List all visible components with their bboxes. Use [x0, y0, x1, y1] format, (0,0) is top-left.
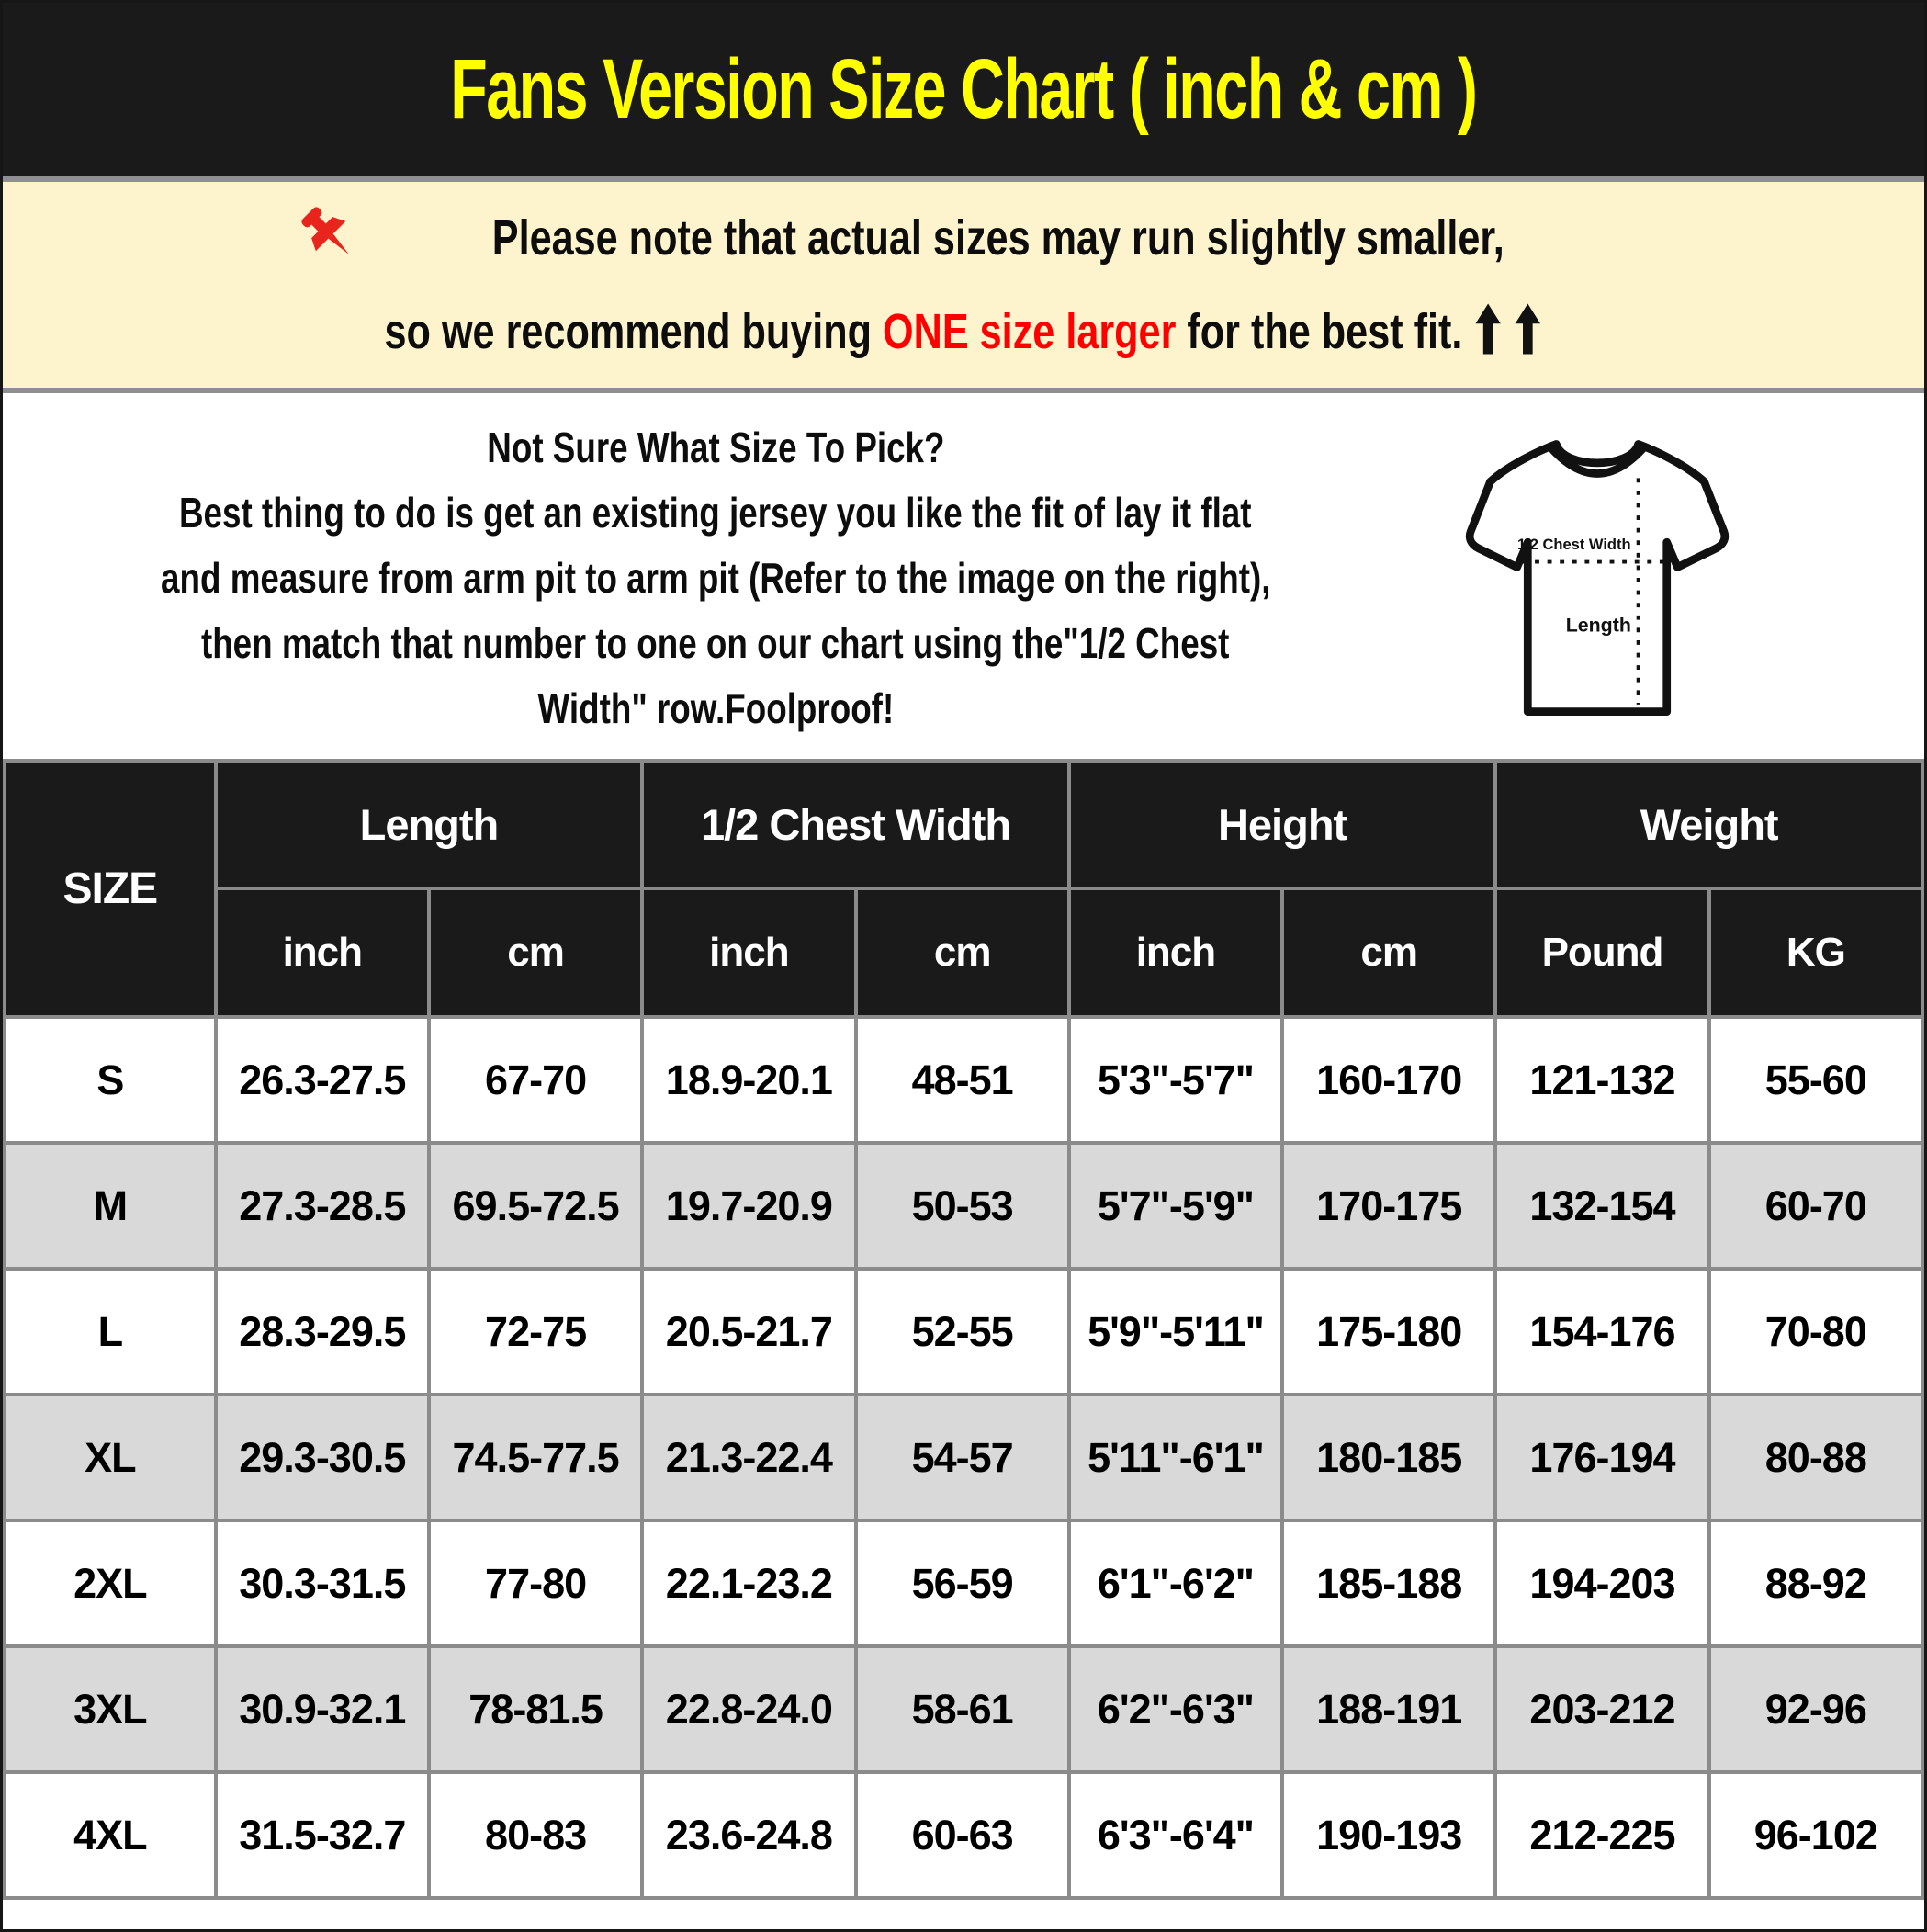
subheader-length-inch: inch	[216, 888, 429, 1017]
table-cell: 55-60	[1709, 1017, 1922, 1143]
table-cell: 190-193	[1282, 1772, 1495, 1898]
subheader-weight-kg: KG	[1709, 888, 1922, 1017]
table-cell: 31.5-32.7	[216, 1772, 429, 1898]
table-cell: 194-203	[1495, 1520, 1708, 1646]
table-cell: 20.5-21.7	[642, 1269, 855, 1395]
table-cell: 6'2"-6'3"	[1069, 1646, 1282, 1772]
pushpin-icon	[296, 196, 364, 275]
subheader-height-cm: cm	[1282, 888, 1495, 1017]
table-cell: 77-80	[429, 1520, 642, 1646]
table-cell: 30.3-31.5	[216, 1520, 429, 1646]
table-cell: 88-92	[1709, 1520, 1922, 1646]
table-cell: 5'3"-5'7"	[1069, 1017, 1282, 1143]
table-cell: 212-225	[1495, 1772, 1708, 1898]
tshirt-diagram	[1428, 393, 1924, 759]
table-cell: 80-83	[429, 1772, 642, 1898]
table-cell: 74.5-77.5	[429, 1395, 642, 1520]
table-cell: 26.3-27.5	[216, 1017, 429, 1143]
table-cell: 60-70	[1709, 1143, 1922, 1269]
table-cell: 21.3-22.4	[642, 1395, 855, 1520]
table-cell: 6'1"-6'2"	[1069, 1520, 1282, 1646]
size-cell: 2XL	[5, 1520, 216, 1646]
table-cell: 176-194	[1495, 1395, 1708, 1520]
table-cell: 188-191	[1282, 1646, 1495, 1772]
note-line-2	[3, 285, 1924, 378]
table-row-2xl	[5, 1520, 1922, 1646]
size-cell: XL	[5, 1395, 216, 1520]
table-cell: 203-212	[1495, 1646, 1708, 1772]
up-arrow-icon	[1515, 292, 1542, 345]
guide-line-1: Not Sure What Size To Pick?	[486, 424, 945, 471]
col-group-weight: Weight	[1495, 761, 1922, 888]
subheader-length-cm: cm	[429, 888, 642, 1017]
table-cell: 60-63	[856, 1772, 1069, 1898]
title-bar	[3, 3, 1924, 176]
table-cell: 70-80	[1709, 1269, 1922, 1395]
note-text-2-highlight: ONE size larger	[883, 304, 1177, 359]
size-cell: M	[5, 1143, 216, 1269]
table-cell: 18.9-20.1	[642, 1017, 855, 1143]
table-cell: 27.3-28.5	[216, 1143, 429, 1269]
table-cell: 185-188	[1282, 1520, 1495, 1646]
table-cell: 96-102	[1709, 1772, 1922, 1898]
size-cell: 3XL	[5, 1646, 216, 1772]
table-cell: 80-88	[1709, 1395, 1922, 1520]
table-cell: 22.1-23.2	[642, 1520, 855, 1646]
table-cell: 170-175	[1282, 1143, 1495, 1269]
note-line-1	[3, 191, 1924, 285]
table-cell: 5'7"-5'9"	[1069, 1143, 1282, 1269]
sizing-guide-text	[3, 393, 1428, 759]
col-group-chest-width: 1/2 Chest Width	[642, 761, 1069, 888]
table-cell: 175-180	[1282, 1269, 1495, 1395]
subheader-chest-inch: inch	[642, 888, 855, 1017]
size-chart-table	[3, 759, 1924, 1900]
length-label: Length	[1565, 614, 1631, 637]
table-cell: 121-132	[1495, 1017, 1708, 1143]
table-cell: 23.6-24.8	[642, 1772, 855, 1898]
table-cell: 52-55	[856, 1269, 1069, 1395]
table-cell: 67-70	[429, 1017, 642, 1143]
table-row-s	[5, 1017, 1922, 1143]
table-cell: 69.5-72.5	[429, 1143, 642, 1269]
guide-line-4: then match that number to one on our chart using the"1/2 Chest	[201, 619, 1230, 667]
table-cell: 28.3-29.5	[216, 1269, 429, 1395]
page-title: Fans Version Size Chart ( inch & cm )	[450, 42, 1477, 136]
table-cell: 180-185	[1282, 1395, 1495, 1520]
col-group-length: Length	[216, 761, 643, 888]
table-cell: 54-57	[856, 1395, 1069, 1520]
table-cell: 6'3"-6'4"	[1069, 1772, 1282, 1898]
table-cell: 30.9-32.1	[216, 1646, 429, 1772]
table-cell: 132-154	[1495, 1143, 1708, 1269]
subheader-chest-cm: cm	[856, 888, 1069, 1017]
table-row-4xl	[5, 1772, 1922, 1898]
tshirt-outline	[1470, 444, 1725, 711]
col-group-height: Height	[1069, 761, 1496, 888]
col-header-size: SIZE	[5, 761, 216, 1017]
table-cell: 92-96	[1709, 1646, 1922, 1772]
table-cell: 160-170	[1282, 1017, 1495, 1143]
sizing-guide-section	[3, 393, 1924, 759]
guide-line-3: and measure from arm pit to arm pit (Refer to the image on the right),	[160, 554, 1271, 602]
table-cell: 78-81.5	[429, 1646, 642, 1772]
guide-line-2: Best thing to do is get an existing jersey you like the fit of lay it flat	[179, 489, 1252, 537]
table-cell: 72-75	[429, 1269, 642, 1395]
table-cell: 56-59	[856, 1520, 1069, 1646]
table-cell: 5'11"-6'1"	[1069, 1395, 1282, 1520]
table-cell: 22.8-24.0	[642, 1646, 855, 1772]
subheader-height-inch: inch	[1069, 888, 1282, 1017]
table-cell: 29.3-30.5	[216, 1395, 429, 1520]
size-cell: L	[5, 1269, 216, 1395]
subheader-weight-pound: Pound	[1495, 888, 1708, 1017]
up-arrow-icon	[1475, 292, 1503, 345]
table-row-l	[5, 1269, 1922, 1395]
note-text-2-suffix: for the best fit.	[1176, 304, 1463, 359]
chest-width-label: 1/2 Chest Width	[1516, 537, 1631, 553]
table-cell: 19.7-20.9	[642, 1143, 855, 1269]
note-text-1: Please note that actual sizes may run slightly smaller,	[491, 210, 1505, 266]
table-cell: 50-53	[856, 1143, 1069, 1269]
note-text-2-prefix: so we recommend buying	[384, 304, 884, 359]
guide-line-5: Width" row.Foolproof!	[537, 684, 894, 732]
table-row-m	[5, 1143, 1922, 1269]
note-banner	[3, 182, 1924, 388]
table-row-xl	[5, 1395, 1922, 1520]
table-cell: 5'9"-5'11"	[1069, 1269, 1282, 1395]
table-cell: 58-61	[856, 1646, 1069, 1772]
size-cell: 4XL	[5, 1772, 216, 1898]
size-cell: S	[5, 1017, 216, 1143]
table-row-3xl	[5, 1646, 1922, 1772]
table-cell: 154-176	[1495, 1269, 1708, 1395]
table-cell: 48-51	[856, 1017, 1069, 1143]
